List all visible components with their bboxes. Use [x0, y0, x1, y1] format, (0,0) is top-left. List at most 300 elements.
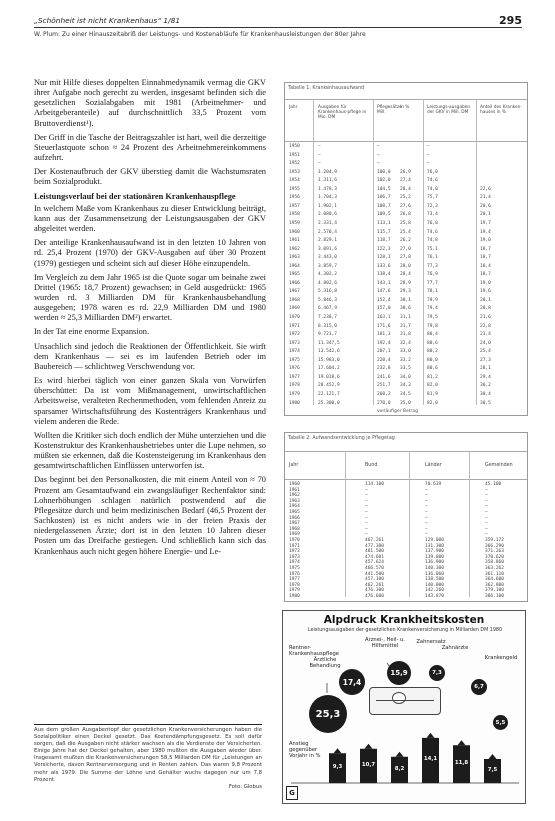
table-cell: 1970: [289, 315, 300, 320]
bubble-arznei: 15,9: [387, 661, 411, 685]
table-cell: 20,8: [480, 306, 491, 312]
table-cell: 34,0: [400, 374, 411, 380]
table-cell: —: [427, 161, 430, 167]
table-cell: 26,8: [400, 212, 411, 218]
table-cell: 21,4: [480, 195, 491, 201]
table-cell: —: [485, 521, 488, 527]
table-row: [285, 331, 527, 339]
table-cell: 152,4: [377, 297, 391, 303]
table-row: [285, 357, 527, 365]
table-cell: 1965: [289, 510, 300, 515]
table-cell: 81,2: [427, 374, 438, 380]
table-cell: —: [425, 515, 428, 521]
table-cell: 28,9: [400, 280, 411, 286]
table-cell: —: [425, 498, 428, 504]
table-cell: 8.315,0: [318, 323, 337, 329]
section-heading: Leistungsverlauf bei der stationären Krankenhauspflege: [34, 191, 236, 201]
table-cell: 77,3: [427, 263, 438, 269]
bubble-zahnersatz: 7,3: [429, 665, 445, 681]
table-cell: 1968: [289, 526, 300, 532]
growth-value-label: 7,5: [487, 767, 498, 773]
table-cell: 31,1: [400, 315, 411, 320]
table-cell: 1.204,9: [318, 169, 337, 175]
table-cell: 1960: [289, 229, 300, 235]
table-cell: 26,9: [400, 169, 411, 175]
table-cell: 76,1: [427, 255, 438, 261]
label-rentner: Rentner-Krankenhauspflege: [289, 645, 339, 657]
table-cell: 371.263: [485, 549, 504, 555]
table-row: [285, 263, 527, 271]
table-cell: 171,6: [377, 323, 391, 329]
table-header-cell: Länder: [425, 463, 442, 468]
table-cell: —: [427, 144, 430, 149]
table-cell: —: [365, 487, 368, 493]
table-rule: [285, 451, 527, 452]
table-cell: 79,8: [427, 323, 438, 329]
table-cell: 18,7: [480, 272, 491, 278]
table-cell: —: [377, 152, 380, 158]
table-cell: —: [485, 504, 488, 510]
table-cell: 79,4: [427, 306, 438, 312]
table-cell: 1976: [289, 571, 300, 577]
table-cell: 114.100: [365, 482, 384, 487]
table-cell: 20.452,9: [318, 383, 340, 389]
table-cell: 33,5: [400, 366, 411, 372]
table-cell: 1966: [289, 280, 300, 286]
table-cell: 31,8: [400, 332, 411, 338]
table-cell: 241,6: [377, 374, 391, 380]
table-cell: 108,7: [377, 203, 391, 209]
table-cell: 3.091,6: [318, 246, 337, 252]
table-cell: —: [425, 532, 428, 538]
body-paragraph: Wollten die Kritiker sich doch endlich der Mühe unterziehen und die Kostenstruktur des Krankenhausbetriebes unter die Lupe nehmen, so müßten sie erkennen, daß die Kostensteigerung im Krankenhaus den gesamtwirtschaftlichen Einflüssen unterworfen ist.: [34, 430, 266, 471]
infographic-subtitle: Leistungsausgaben der gesetzlichen Krankenversicherung in Milliarden DM 1980: [308, 628, 502, 633]
table-row: [285, 348, 527, 356]
table-cell: 1956: [289, 195, 300, 201]
table-cell: 18,7: [480, 255, 491, 261]
table-cell: 364.600: [485, 577, 504, 583]
body-paragraph: Es wird hierbei täglich von einer ganzen Skala von Vorwürfen überschüttet: Da ist vom Mißmanagement, unwirtschaftlichen Arbeitsweise, veralteten Rechenmethoden, vom fehlenden Anreiz zu sparsamer Wirtschaftsführung des Kostenträgers Krankenhaus und vielem anderen die Rede.: [34, 376, 266, 426]
table-row: [285, 593, 527, 601]
table-header-cell: Anteil des Kranken-hauses in %: [480, 105, 522, 115]
table-row: [285, 374, 527, 382]
table-cell: 35,0: [400, 400, 411, 406]
table-cell: 251,7: [377, 383, 391, 389]
table-cell: 80,0: [427, 357, 438, 363]
table-cell: 192,4: [377, 340, 391, 346]
table-cell: 122,3: [377, 246, 391, 252]
table-cell: 30,6: [400, 306, 411, 312]
table-cell: —: [377, 144, 380, 149]
body-text-column: [34, 78, 266, 561]
table-cell: 25,2: [400, 195, 411, 201]
table-cell: 1.478,3: [318, 186, 337, 192]
table-cell: 1974: [289, 349, 300, 355]
table-cell: —: [425, 504, 428, 510]
table-cell: 1963: [289, 498, 300, 504]
table-cell: 27,6: [400, 203, 411, 209]
table-cell: 129.000: [425, 538, 444, 543]
table-cell: 1962: [289, 246, 300, 252]
table-cell: 140.300: [425, 566, 444, 571]
table-cell: 1966: [289, 515, 300, 521]
table-cell: 28,4: [400, 272, 411, 278]
table-cell: 29,4: [480, 374, 491, 380]
table-cell: 78,1: [427, 289, 438, 295]
table-cell: —: [485, 498, 488, 504]
table-cell: 70.639: [425, 482, 442, 487]
label-zahnersatz: Zahnersatz: [416, 639, 446, 645]
table-cell: 4.802,6: [318, 280, 337, 286]
table-cell: 1954: [289, 178, 300, 184]
table-cell: 1.311,6: [318, 178, 337, 184]
table-cell: 147,6: [377, 289, 391, 295]
table-cell: 30,4: [480, 391, 491, 397]
table-cell: 131.300: [425, 543, 444, 549]
table-cell: 143,1: [377, 280, 391, 286]
table-cell: 81,9: [427, 391, 438, 397]
bubble-krankengeld: 6,7: [471, 679, 487, 695]
table-cell: 359.172: [485, 538, 504, 543]
table-cell: 15.983,0: [318, 357, 340, 363]
table-cell: —: [318, 161, 321, 167]
table-row: [285, 365, 527, 373]
table-cell: 1972: [289, 332, 300, 338]
table-cell: 25,4: [480, 349, 491, 355]
table-cell: —: [425, 526, 428, 532]
table-cell: 1980: [289, 594, 300, 599]
table-cell: —: [425, 510, 428, 515]
table-cell: 82,0: [427, 383, 438, 389]
table-cell: 19.018,6: [318, 374, 340, 380]
table-cell: 25,8: [400, 220, 411, 226]
growth-bar-chart: [283, 611, 527, 805]
table-cell: 1972: [289, 549, 300, 555]
table-cell: 79,5: [427, 315, 438, 320]
table-row: [285, 305, 527, 313]
table-cost-per-day: [284, 432, 528, 602]
table-cell: —: [427, 152, 430, 158]
table-cell: 80,6: [427, 340, 438, 346]
table-cell: 109,5: [377, 212, 391, 218]
table-cell: 6.467,9: [318, 306, 337, 312]
table-cell: —: [485, 526, 488, 532]
table-header-cell: Bund: [365, 463, 378, 468]
table-cell: 467.261: [365, 538, 384, 543]
body-paragraph: Der Kostenaufbruch der GKV überstieg damit die Wachstumsraten beim Sozialprodukt.: [34, 167, 266, 187]
table-cell: 1967: [289, 521, 300, 527]
article-subtitle: W. Plum: Zu einer Hinauszeitabriß der Leistungs- und Kostenabläufe für Krankenhausleistungen der 80er Jahre: [34, 31, 366, 38]
table-cell: —: [318, 144, 321, 149]
growth-arrow-icon: [427, 733, 435, 738]
table-cell: 11.347,5: [318, 340, 340, 346]
table-cell: 133,6: [377, 263, 391, 269]
table-cell: 1964: [289, 504, 300, 510]
table-cell: 80,4: [427, 332, 438, 338]
table-cell: —: [485, 510, 488, 515]
table-row: [285, 340, 527, 348]
table-cell: 9.721,7: [318, 332, 337, 338]
growth-arrow-icon: [365, 744, 373, 749]
table-cell: 28,1: [480, 366, 491, 372]
table-row: [285, 211, 527, 219]
table-cell: 3.443,0: [318, 255, 337, 261]
table-cell: 113,1: [377, 220, 391, 226]
table-cell: 139.800: [425, 554, 444, 560]
table-cell: 22.121,7: [318, 391, 340, 397]
table-cell: 1969: [289, 306, 300, 312]
table-cell: 232,8: [377, 366, 391, 372]
table-cell: —: [485, 487, 488, 493]
table-cell: 157,0: [377, 306, 391, 312]
table-cell: 74,6: [427, 178, 438, 184]
table-cell: 33,2: [400, 357, 411, 363]
table-cell: 78,9: [427, 297, 438, 303]
table-cell: 1977: [289, 577, 300, 583]
table-cell: 361.110: [485, 571, 504, 577]
table-cell: —: [318, 152, 321, 158]
table-cell: 1975: [289, 566, 300, 571]
table-cell: —: [365, 504, 368, 510]
table-cell: 1952: [289, 161, 300, 167]
table-cell: 1980: [289, 400, 300, 406]
table-cell: 17.604,2: [318, 366, 340, 372]
table-cell: 19,4: [480, 229, 491, 235]
table-cell: 138,4: [377, 272, 391, 278]
table-cell: 1973: [289, 554, 300, 560]
table-rule: [285, 99, 527, 100]
table-cell: 23,4: [480, 332, 491, 338]
table-cell: 19,0: [480, 238, 491, 244]
growth-value-label: 11,8: [454, 760, 469, 767]
growth-value-label: 14,1: [423, 756, 438, 763]
table-cell: 28,0: [400, 263, 411, 269]
table-row: [285, 271, 527, 279]
table-cell: 220,4: [377, 357, 391, 363]
table-cell: 25.300,0: [318, 400, 340, 406]
table-row: [285, 194, 527, 202]
table-cell: —: [425, 487, 428, 493]
header-rule: [34, 27, 522, 28]
table-cell: 207,1: [377, 349, 391, 355]
table-row: [285, 323, 527, 331]
table-cell: 22,6: [480, 186, 491, 192]
table-row: [285, 246, 527, 254]
table-cell: —: [425, 493, 428, 499]
table-cell: 1958: [289, 212, 300, 218]
table-cell: 76,0: [427, 169, 438, 175]
label-anstieg: Anstieg gegenüber Vorjahr in %: [289, 741, 321, 759]
table-cell: 19,6: [480, 289, 491, 295]
table-cell: 20,1: [480, 212, 491, 218]
table-cell: 1967: [289, 289, 300, 295]
table-cell: 82,0: [427, 400, 438, 406]
table-cell: 30,5: [480, 400, 491, 406]
table-cell: 466.570: [365, 566, 384, 571]
table-cell: 74,8: [427, 238, 438, 244]
table-cell: 379.100: [485, 588, 504, 594]
table-cell: 5.316,8: [318, 289, 337, 295]
table-cell: 20,1: [480, 297, 491, 303]
table-cell: 29,3: [400, 289, 411, 295]
table-cell: 72,3: [427, 203, 438, 209]
table-rule: [285, 141, 527, 142]
body-paragraph: Nur mit Hilfe dieses doppelten Einnahmedynamik vermag die GKV ihrer Aufgabe noch gerecht zu werden, insgesamt befinden sich die gesetzlichen Sozialabgaben mit 1981 (Arbeitnehmer- und Arbeitgeberanteile) auf durchschnittlich 33,5 Prozent vom Bruttoverdienst¹).: [34, 78, 266, 128]
journal-title: „Schönheit ist nicht Krankenhaus“ 1/81: [34, 16, 181, 25]
label-arznei: Arznei-, Heil- u. Hilfsmittel: [365, 637, 405, 649]
bubble-zahnaerzte: 5,5: [493, 715, 508, 730]
table-cell: 1973: [289, 340, 300, 346]
table-cell: 1961: [289, 238, 300, 244]
table-cell: 73,4: [427, 212, 438, 218]
table-row: [285, 186, 527, 194]
table-header-cell: in %: [400, 105, 410, 110]
table-cell: 18,4: [480, 263, 491, 269]
table-row: [285, 169, 527, 177]
table-row: [285, 400, 527, 408]
table-cell: 76,9: [427, 272, 438, 278]
table-cell: 462.261: [365, 582, 384, 588]
table-row: [285, 177, 527, 185]
table-row: [285, 280, 527, 288]
table-row: [285, 391, 527, 399]
footnote: [34, 724, 262, 791]
table-cell: 18,7: [480, 246, 491, 252]
table-cell: 457.100: [365, 577, 384, 583]
table-cell: 75,7: [427, 195, 438, 201]
table-cell: 13.542,6: [318, 349, 340, 355]
table-cell: 76,8: [427, 220, 438, 226]
table-cell: 106,7: [377, 195, 391, 201]
table-cell: 1976: [289, 366, 300, 372]
table-header-cell: Jahr: [289, 105, 298, 110]
table-cell: 441.500: [365, 571, 384, 577]
table-cell: —: [365, 493, 368, 499]
label-zahnaerzte: Zahnärzte: [441, 645, 469, 651]
table-cell: —: [365, 521, 368, 527]
table-cell: 27,3: [480, 357, 491, 363]
table-cell: 77,7: [427, 280, 438, 286]
table-cell: 1960: [289, 482, 300, 487]
table-cell: 1968: [289, 297, 300, 303]
table-cell: 45.100: [485, 482, 502, 487]
table-cell: 7.238,7: [318, 315, 337, 320]
table-row: [285, 220, 527, 228]
table-cell: —: [425, 521, 428, 527]
photo-credit: Foto: Globus: [228, 783, 262, 790]
table-cell: 102,0: [377, 178, 391, 184]
table-cell: 2.570,4: [318, 229, 337, 235]
bubble-krankenhaus: 25,3: [309, 695, 347, 733]
table-row: [285, 382, 527, 390]
table-cell: 1.704,3: [318, 195, 337, 201]
table-cell: 5.846,3: [318, 297, 337, 303]
table-hospital-costs: [284, 82, 528, 416]
table-cell: 19,7: [480, 220, 491, 226]
growth-value-label: 10,7: [361, 761, 376, 768]
table-cell: 128,1: [377, 255, 391, 261]
table-header-cell: Leistungs-ausgaben der GKV in Mill. DM: [427, 105, 471, 115]
table-cell: 1975: [289, 357, 300, 363]
table-cell: 21,6: [480, 315, 491, 320]
table-cell: 27,8: [400, 255, 411, 261]
table-cell: 136.900: [425, 560, 444, 566]
table-cell: 1962: [289, 493, 300, 499]
table-cell: 1971: [289, 323, 300, 329]
globus-logo: G: [286, 786, 298, 800]
table-header-cell: Gemeinden: [485, 463, 513, 468]
growth-arrow-icon: [334, 748, 342, 753]
table-cell: —: [485, 515, 488, 521]
table-cell: 137.900: [425, 549, 444, 555]
table-footer: vorläufiger Betrag: [377, 409, 418, 414]
table-cell: —: [365, 515, 368, 521]
table-cell: —: [365, 498, 368, 504]
table-cell: 181,3: [377, 332, 391, 338]
body-paragraph: Der anteilige Krankenhausaufwand ist in den letzten 10 Jahren von rd. 25,4 Prozent (1970) der GKV-Ausgaben auf über 30 Prozent (1979) gestiegen und scheint sich auf dieser Höhe einzupendeln.: [34, 238, 266, 268]
table-cell: 118,7: [377, 238, 391, 244]
footnote-text: Aus dem großen Ausgabentopf der gesetzlichen Krankenversicherungen haben die Sozialpolitiker einen Deckel gesetzt. Das Kostendämpfungsgesetz. Es soll dafür sorgen, daß die Ausgaben nicht stärker wachsen als die Verdienste der Versicherten. Einige Jahre hat der Deckel gehalten, aber 1980 mußten die Ausgaben wieder über. Insgesamt mußten die Krankenversicherungen 58,5 Milliarden DM für „Leistungen an Versicherte, davon Rentnerversorgung und in Renten zahlen. Das waren 9,8 Prozent mehr als 1979. Die Summe der Löhne und Gehälter wuchs dagegen nur um 7,8 Prozent.: [34, 727, 262, 783]
table-cell: 2.080,6: [318, 212, 337, 218]
infographic-health-costs: [282, 610, 526, 804]
table-row: [285, 314, 527, 322]
table-cell: 34,3: [400, 383, 411, 389]
page-number: 295: [499, 14, 522, 27]
table-cell: 136.060: [425, 571, 444, 577]
table-cell: 366.290: [485, 543, 504, 549]
table-row: [285, 152, 527, 160]
table-cell: 1969: [289, 532, 300, 538]
table-cell: 481.500: [365, 549, 384, 555]
table-cell: 1977: [289, 374, 300, 380]
table-cell: 31,7: [400, 323, 411, 329]
table-cell: 1953: [289, 169, 300, 175]
table-cell: 476.300: [365, 588, 384, 594]
table-cell: —: [377, 161, 380, 167]
table-cell: 1965: [289, 272, 300, 278]
table-cell: 2.829,1: [318, 238, 337, 244]
table-cell: 476.600: [365, 594, 384, 599]
table-row: [285, 160, 527, 168]
table-cell: 1.902,1: [318, 203, 337, 209]
table-cell: 1970: [289, 538, 300, 543]
table-cell: 30,2: [480, 383, 491, 389]
table-cell: 25,4: [400, 229, 411, 235]
table-cell: 260,2: [377, 391, 391, 397]
table-row: [285, 143, 527, 151]
table-cell: 1978: [289, 582, 300, 588]
table-cell: 1963: [289, 255, 300, 261]
bubble-aerzte: 17,4: [339, 669, 365, 695]
table-cell: 4.302,2: [318, 272, 337, 278]
label-krankengeld: Krankengeld: [484, 655, 518, 661]
body-paragraph: Im Vergleich zu dem Jahr 1965 ist die Quote sogar um beinahe zwei Drittel (1965: 18,7 Prozent) gewachsen; in Geld ausgedrückt: 1965 wurden rd. 3 Milliarden DM für Krankenhausbehandlung ausgegeben; 1978 waren es rd. 22,9 Milliarden DM und 1980 werden ≈ 25,3 Milliarden DM²) erwartet.: [34, 272, 266, 323]
table-row: [285, 297, 527, 305]
table-cell: 1964: [289, 263, 300, 269]
table-cell: 104,5: [377, 186, 391, 192]
table-cell: 358.860: [485, 560, 504, 566]
body-paragraph: In der Tat eine enorme Expansion.: [34, 327, 150, 337]
table-header-cell: Ausgaben für Krankenhaus-pflege in Mio. DM: [318, 105, 367, 120]
table-cell: 477.300: [365, 543, 384, 549]
table-cell: 1959: [289, 220, 300, 226]
table-cell: 115,7: [377, 229, 391, 235]
table-cell: —: [485, 493, 488, 499]
table-cell: 33,0: [400, 349, 411, 355]
table-cell: 1974: [289, 560, 300, 566]
table-row: [285, 254, 527, 262]
table-cell: 363.262: [485, 566, 504, 571]
